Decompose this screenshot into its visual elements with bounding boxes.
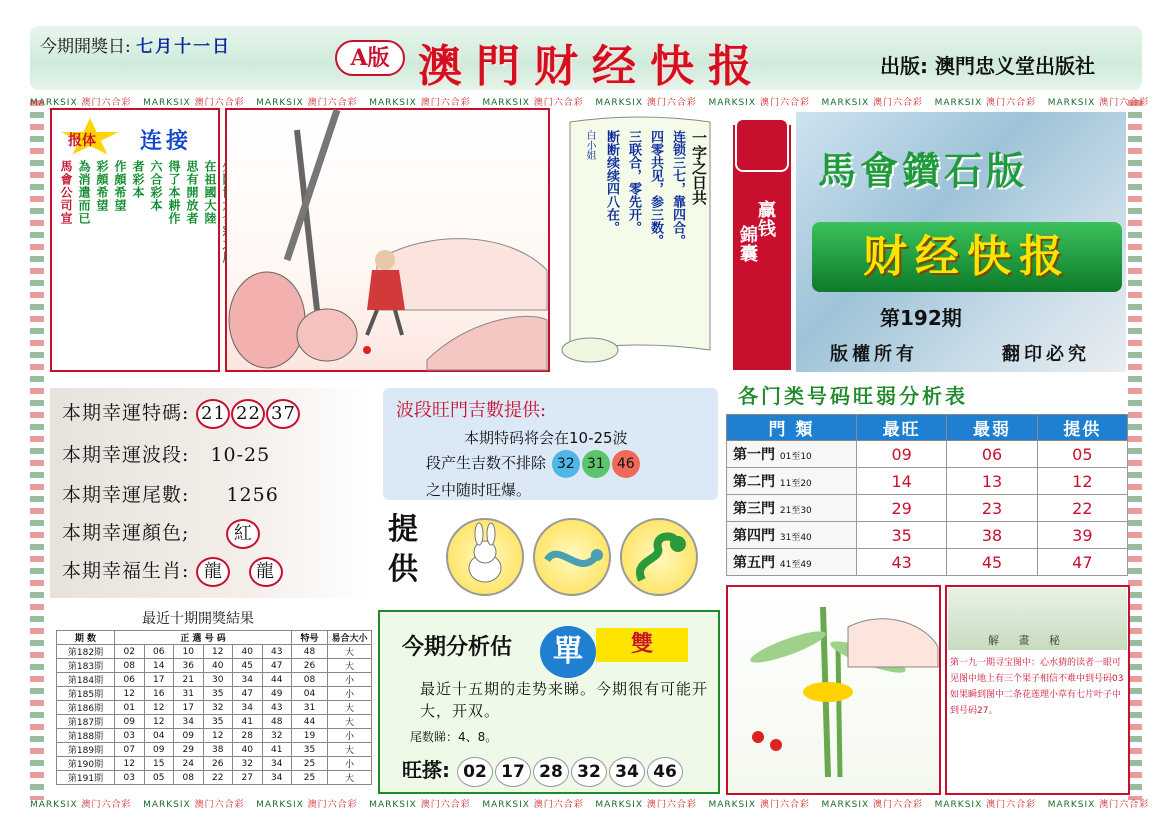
pick-ball: 17 — [495, 757, 531, 787]
table-cell: 36 — [174, 659, 204, 673]
table-cell: 21 — [174, 673, 204, 687]
table-cell: 03 — [115, 729, 145, 743]
analysis-body: 最近十五期的走势来睇。今期很有可能开大，开双。 — [420, 680, 709, 720]
poem-line: 连锁三七，靠四合。 — [670, 130, 685, 247]
table-cell: 19 — [292, 729, 328, 743]
table-cell: 23 — [947, 495, 1037, 522]
table-cell: 29 — [174, 743, 204, 757]
poem-author: 白小姐 — [584, 130, 595, 160]
issue-number: 第192期 — [880, 306, 962, 330]
table-header: 最弱 — [947, 415, 1037, 441]
table-cell: 32 — [262, 729, 292, 743]
table-row — [57, 673, 372, 687]
serial-col: 六合彩本 — [149, 160, 163, 212]
table-cell: 12 — [115, 687, 145, 701]
table-cell: 大 — [328, 743, 372, 757]
left-border-strip — [30, 100, 44, 800]
border-unit: MARKSIX — [708, 800, 757, 810]
history-table — [56, 630, 372, 785]
hot-picks: 旺搽: 02 17 28 32 34 46 — [402, 754, 685, 787]
table-row — [727, 495, 1128, 522]
table-cell: 45 — [233, 659, 263, 673]
serial-badge: 报体 — [68, 133, 96, 149]
table-cell: 43 — [857, 549, 947, 576]
table-cell: 27 — [233, 771, 263, 785]
pick-ball: 46 — [647, 757, 683, 787]
wave-ball: 46 — [612, 450, 640, 478]
table-cell: 39 — [1037, 522, 1127, 549]
table-cell: 第184期 — [57, 673, 115, 687]
table-row — [57, 701, 372, 715]
table-cell: 大 — [328, 701, 372, 715]
serial-title: 连接 — [140, 129, 193, 154]
top-border-strip: MARKSIX 澳门六合彩 MARKSIX 澳门六合彩 MARKSIX 澳门六合彩 MARKSIX 澳门六合彩 MARKSIX 澳门六合彩 MARKSIX 澳门六合彩 MARKSIX 澳门六合彩 MARKSIX 澳门六合彩 MARKSIX 澳门六合彩 MARKSIX 澳门六合彩 — [30, 95, 1142, 109]
table-cell: 01 — [115, 701, 145, 715]
serial-panel — [50, 108, 220, 372]
table-cell: 44 — [292, 715, 328, 729]
border-unit: MARKSIX — [934, 98, 983, 108]
table-cell: 43 — [262, 701, 292, 715]
cover-title: 馬會鑽石版 — [818, 148, 1029, 193]
border-unit: MARKSIX — [143, 98, 191, 108]
serial-col: 思有開放者 — [185, 160, 199, 225]
table-cell: 小 — [328, 687, 372, 701]
table-cell: 34 — [174, 715, 204, 729]
border-unit: MARKSIX — [369, 98, 417, 108]
table-cell: 14 — [144, 659, 174, 673]
table-cell: 28 — [233, 729, 263, 743]
border-unit: MARKSIX — [708, 98, 757, 108]
table-row — [57, 743, 372, 757]
table-cell: 34 — [233, 701, 263, 715]
border-unit: MARKSIX — [143, 800, 191, 810]
table-cell: 07 — [115, 743, 145, 757]
table-cell: 26 — [292, 659, 328, 673]
table-cell: 09 — [174, 729, 204, 743]
table-cell: 02 — [115, 645, 145, 659]
poem-scroll — [560, 110, 720, 370]
serial-col: 得了本耕作 — [167, 160, 181, 225]
border-unit: MARKSIX — [595, 98, 644, 108]
table-header: 最旺 — [857, 415, 947, 441]
edition-badge: A版 — [335, 40, 405, 76]
table-cell: 35 — [203, 715, 233, 729]
table-cell: 12 — [144, 701, 174, 715]
history-title: 最近十期開獎結果 — [142, 611, 254, 627]
table-cell: 大 — [328, 715, 372, 729]
table-cell: 06 — [115, 673, 145, 687]
serial-columns — [58, 160, 236, 365]
border-unit: MARKSIX — [256, 800, 304, 810]
analysis-tail: 尾数睇：4、8。 — [410, 730, 498, 744]
wave-tip-title: 波段旺門吉數提供: — [396, 400, 547, 421]
table-cell: 第191期 — [57, 771, 115, 785]
draw-date: 今期開獎日: 七月十一日 — [40, 37, 232, 57]
border-unit: MARKSIX — [1047, 800, 1096, 810]
table-cell: 35 — [292, 743, 328, 757]
analysis-title: 今期分析估 — [402, 634, 513, 660]
table-row — [727, 549, 1128, 576]
table-cell: 45 — [947, 549, 1037, 576]
table-cell: 06 — [144, 645, 174, 659]
poem-line: 四零共见，参三数。 — [648, 130, 663, 247]
table-cell: 35 — [203, 687, 233, 701]
border-unit: MARKSIX — [30, 98, 78, 108]
table-cell: 10 — [174, 645, 204, 659]
provide-label: 提供 — [388, 512, 418, 587]
table-cell: 31 — [292, 701, 328, 715]
single-badge: 單 — [540, 626, 596, 678]
table-cell: 第185期 — [57, 687, 115, 701]
gate-label: 第一門 01至10 — [727, 441, 857, 468]
border-unit: MARKSIX — [369, 800, 417, 810]
table-cell: 17 — [144, 673, 174, 687]
table-cell: 09 — [115, 715, 145, 729]
table-cell: 22 — [1037, 495, 1127, 522]
table-cell: 第183期 — [57, 659, 115, 673]
table-cell: 25 — [292, 757, 328, 771]
table-cell: 26 — [203, 757, 233, 771]
publisher-label: 出版: 澳門忠义堂出版社 — [880, 54, 1095, 78]
table-cell: 大 — [328, 645, 372, 659]
rabbit-icon — [446, 518, 524, 596]
scene-drawing — [227, 110, 548, 370]
table-cell: 小 — [328, 757, 372, 771]
table-row — [57, 687, 372, 701]
bottom-border-strip: MARKSIX 澳门六合彩 MARKSIX 澳门六合彩 MARKSIX 澳门六合彩 MARKSIX 澳门六合彩 MARKSIX 澳门六合彩 MARKSIX 澳门六合彩 MARKSIX 澳门六合彩 MARKSIX 澳门六合彩 MARKSIX 澳门六合彩 MARKSIX 澳门六合彩 — [30, 797, 1142, 811]
table-cell: 05 — [144, 771, 174, 785]
table-row — [57, 771, 372, 785]
redbar-top: 贏钱 — [755, 200, 776, 238]
table-cell: 第188期 — [57, 729, 115, 743]
table-cell: 09 — [144, 743, 174, 757]
border-unit: MARKSIX — [934, 800, 983, 810]
table-cell: 16 — [144, 687, 174, 701]
table-cell: 29 — [857, 495, 947, 522]
table-cell: 第187期 — [57, 715, 115, 729]
table-row — [57, 659, 372, 673]
border-unit: MARKSIX — [1047, 98, 1096, 108]
table-cell: 24 — [174, 757, 204, 771]
serial-col: 在祖國大陸 — [203, 160, 217, 225]
table-cell: 48 — [262, 715, 292, 729]
table-cell: 34 — [262, 757, 292, 771]
gate-label: 第五門 41至49 — [727, 549, 857, 576]
table-cell: 大 — [328, 771, 372, 785]
table-cell: 04 — [144, 729, 174, 743]
wave-line: 之中随时旺爆。 — [426, 481, 532, 499]
border-unit: MARKSIX — [482, 800, 530, 810]
table-cell: 15 — [144, 757, 174, 771]
lucky-tail: 本期幸運尾數: 1256 — [62, 484, 279, 506]
poem-columns — [580, 130, 708, 340]
pick-ball: 02 — [457, 757, 493, 787]
table-cell: 32 — [233, 757, 263, 771]
table-cell: 40 — [233, 645, 263, 659]
pick-ball: 28 — [533, 757, 569, 787]
serial-col: 為消遣而已 — [77, 160, 91, 225]
serial-col: 作頗希望 — [113, 160, 127, 212]
table-row — [57, 757, 372, 771]
table-cell: 43 — [262, 645, 292, 659]
gate-label: 第四門 31至40 — [727, 522, 857, 549]
table-cell: 17 — [174, 701, 204, 715]
table-cell: 47 — [233, 687, 263, 701]
strength-table-title: 各门类号码旺弱分析表 — [738, 384, 968, 408]
wave-ball: 31 — [582, 450, 610, 478]
double-badge: 雙 — [596, 628, 688, 662]
table-row — [727, 522, 1128, 549]
table-cell: 47 — [262, 659, 292, 673]
dragon-icon — [533, 518, 611, 596]
table-cell: 38 — [203, 743, 233, 757]
table-cell: 22 — [203, 771, 233, 785]
redbar-bottom: 錦囊 — [737, 225, 758, 263]
table-cell: 41 — [262, 743, 292, 757]
bamboo-illustration — [726, 585, 941, 795]
lucky-special: 本期幸運特碼: 21 22 37 — [62, 398, 301, 429]
table-cell: 12 — [144, 715, 174, 729]
pick-ball: 34 — [609, 757, 645, 787]
table-header: 門 類 — [727, 415, 857, 441]
serial-col: 者彩本 — [131, 160, 145, 199]
table-cell: 49 — [262, 687, 292, 701]
note-image-caption: 解 畫 秘 — [988, 634, 1068, 647]
table-cell: 14 — [857, 468, 947, 495]
wave-line: 本期特码将会在10-25波 — [464, 429, 628, 447]
border-unit: MARKSIX — [821, 800, 870, 810]
table-cell: 35 — [857, 522, 947, 549]
table-cell: 12 — [115, 757, 145, 771]
border-unit: MARKSIX — [821, 98, 870, 108]
table-cell: 第186期 — [57, 701, 115, 715]
table-cell: 08 — [115, 659, 145, 673]
table-row — [727, 468, 1128, 495]
poem-line: 三联合，零先开。 — [626, 130, 641, 234]
table-cell: 13 — [947, 468, 1037, 495]
serial-sign: 馬會公司宣 — [59, 160, 73, 225]
gate-label: 第二門 11至20 — [727, 468, 857, 495]
lucky-color: 本期幸運顏色; 紅 — [62, 518, 261, 549]
table-header: 提供 — [1037, 415, 1127, 441]
pick-ball: 32 — [571, 757, 607, 787]
snake-icon — [620, 518, 698, 596]
table-cell: 32 — [203, 701, 233, 715]
cover-subtitle: 财经快报 — [812, 222, 1122, 292]
table-cell: 34 — [233, 673, 263, 687]
table-cell: 47 — [1037, 549, 1127, 576]
table-cell: 44 — [262, 673, 292, 687]
table-header: 特号 — [292, 631, 328, 645]
strength-table — [726, 414, 1128, 576]
table-cell: 第189期 — [57, 743, 115, 757]
table-header: 正 選 号 码 — [115, 631, 292, 645]
table-cell: 09 — [857, 441, 947, 468]
table-row — [57, 729, 372, 743]
serial-col: 彩頗希望 — [95, 160, 109, 212]
table-cell: 31 — [174, 687, 204, 701]
table-cell: 34 — [262, 771, 292, 785]
table-cell: 30 — [203, 673, 233, 687]
table-cell: 第190期 — [57, 757, 115, 771]
cover-foot-left: 版權所有 — [830, 344, 918, 365]
table-cell: 03 — [115, 771, 145, 785]
note-image — [948, 588, 1127, 650]
table-cell: 06 — [947, 441, 1037, 468]
table-cell: 小 — [328, 729, 372, 743]
wave-ball: 32 — [552, 450, 580, 478]
puzzle-illustration — [225, 108, 550, 372]
bamboo-drawing — [728, 587, 939, 793]
lucky-zodiac: 本期幸福生肖: 龍 龍 — [62, 556, 284, 587]
gate-label: 第三門 21至30 — [727, 495, 857, 522]
border-unit: MARKSIX — [256, 98, 304, 108]
table-row — [727, 441, 1128, 468]
table-cell: 大 — [328, 659, 372, 673]
table-cell: 05 — [1037, 441, 1127, 468]
lucky-wave: 本期幸運波段: 10-25 — [62, 444, 271, 466]
table-header: 期 数 — [57, 631, 115, 645]
border-unit: MARKSIX — [595, 800, 644, 810]
table-cell: 12 — [1037, 468, 1127, 495]
table-cell: 38 — [947, 522, 1037, 549]
right-border-strip — [1128, 100, 1142, 800]
table-header: 易合大小 — [328, 631, 372, 645]
table-cell: 40 — [203, 659, 233, 673]
table-cell: 第182期 — [57, 645, 115, 659]
border-unit: MARKSIX — [30, 800, 78, 810]
wave-tip-body — [426, 426, 711, 502]
border-unit: MARKSIX — [482, 98, 530, 108]
poem-line: 断断续续四八在。 — [604, 130, 619, 234]
cover-foot-right: 翻印必究 — [1002, 344, 1090, 365]
table-cell: 12 — [203, 645, 233, 659]
table-cell: 小 — [328, 673, 372, 687]
table-cell: 25 — [292, 771, 328, 785]
poem-side: 一字之日共 — [690, 130, 708, 205]
table-cell: 41 — [233, 715, 263, 729]
page-title: 澳門财经快报 — [418, 41, 766, 92]
note-text: 第一九一期寻宝图中：心水猜的读者一眼可见图中地上有三个果子相信不难中到号码03如果瞬到图中二条花莲理小草有七片叶子中到号码27。 — [950, 658, 1124, 716]
table-cell: 04 — [292, 687, 328, 701]
table-row — [57, 645, 372, 659]
table-cell: 08 — [174, 771, 204, 785]
table-cell: 40 — [233, 743, 263, 757]
table-cell: 48 — [292, 645, 328, 659]
table-cell: 12 — [203, 729, 233, 743]
wave-line: 段产生吉数不排除 32 31 46 — [426, 450, 711, 478]
table-cell: 08 — [292, 673, 328, 687]
table-row — [57, 715, 372, 729]
dice-fist-icon — [735, 118, 789, 172]
